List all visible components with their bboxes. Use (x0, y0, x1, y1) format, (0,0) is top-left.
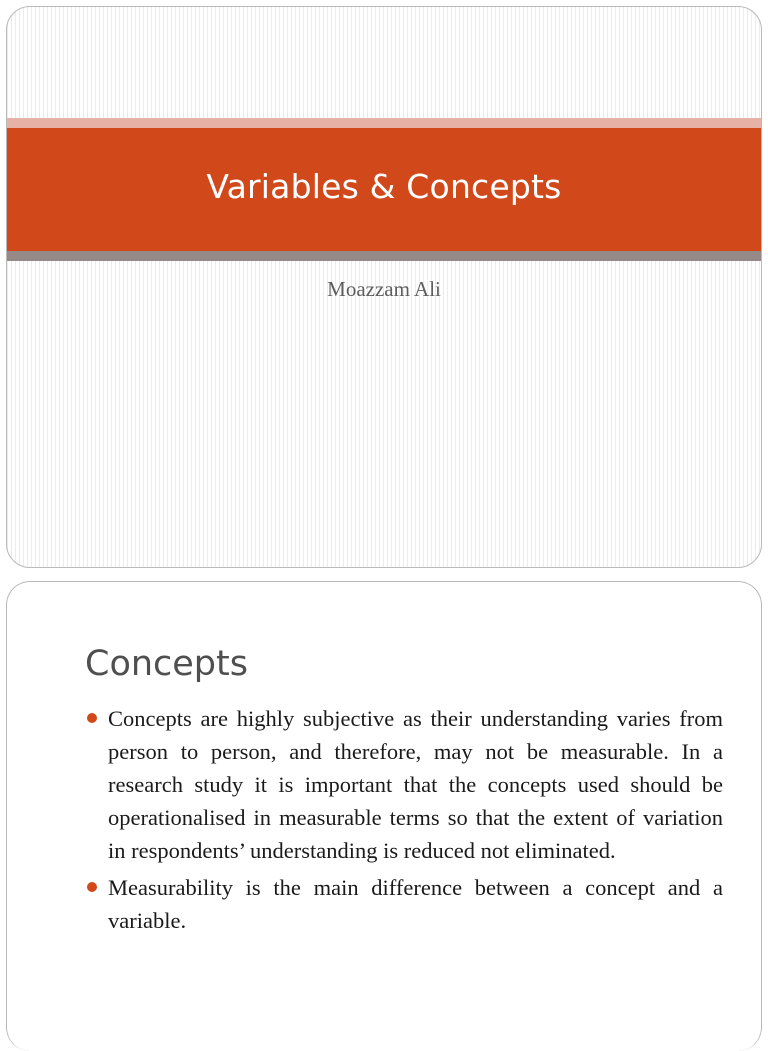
bullet-list (85, 702, 723, 941)
slide-main-title: Variables & Concepts (206, 167, 562, 206)
author-name: Moazzam Ali (327, 277, 441, 301)
bullet-text: Concepts are highly subjective as their understanding varies from person to person, and therefore, may not be measurable. In a research study it is important that the concepts used should be operationalised in measurable terms so that the extent of variation in respondents’ understanding is reduced not eliminated. (108, 706, 723, 863)
title-band-top-stripe (7, 118, 761, 128)
title-band-bottom-stripe (7, 251, 761, 261)
slide-heading: Concepts (85, 644, 248, 684)
bullet-item (85, 702, 723, 867)
bullet-dot-icon (87, 882, 97, 892)
bullet-dot-icon (87, 713, 97, 723)
bullet-item (85, 871, 723, 937)
bullet-text: Measurability is the main difference between a concept and a variable. (108, 875, 723, 933)
content-slide (6, 581, 762, 1051)
title-slide (6, 6, 762, 568)
title-band (7, 128, 761, 251)
